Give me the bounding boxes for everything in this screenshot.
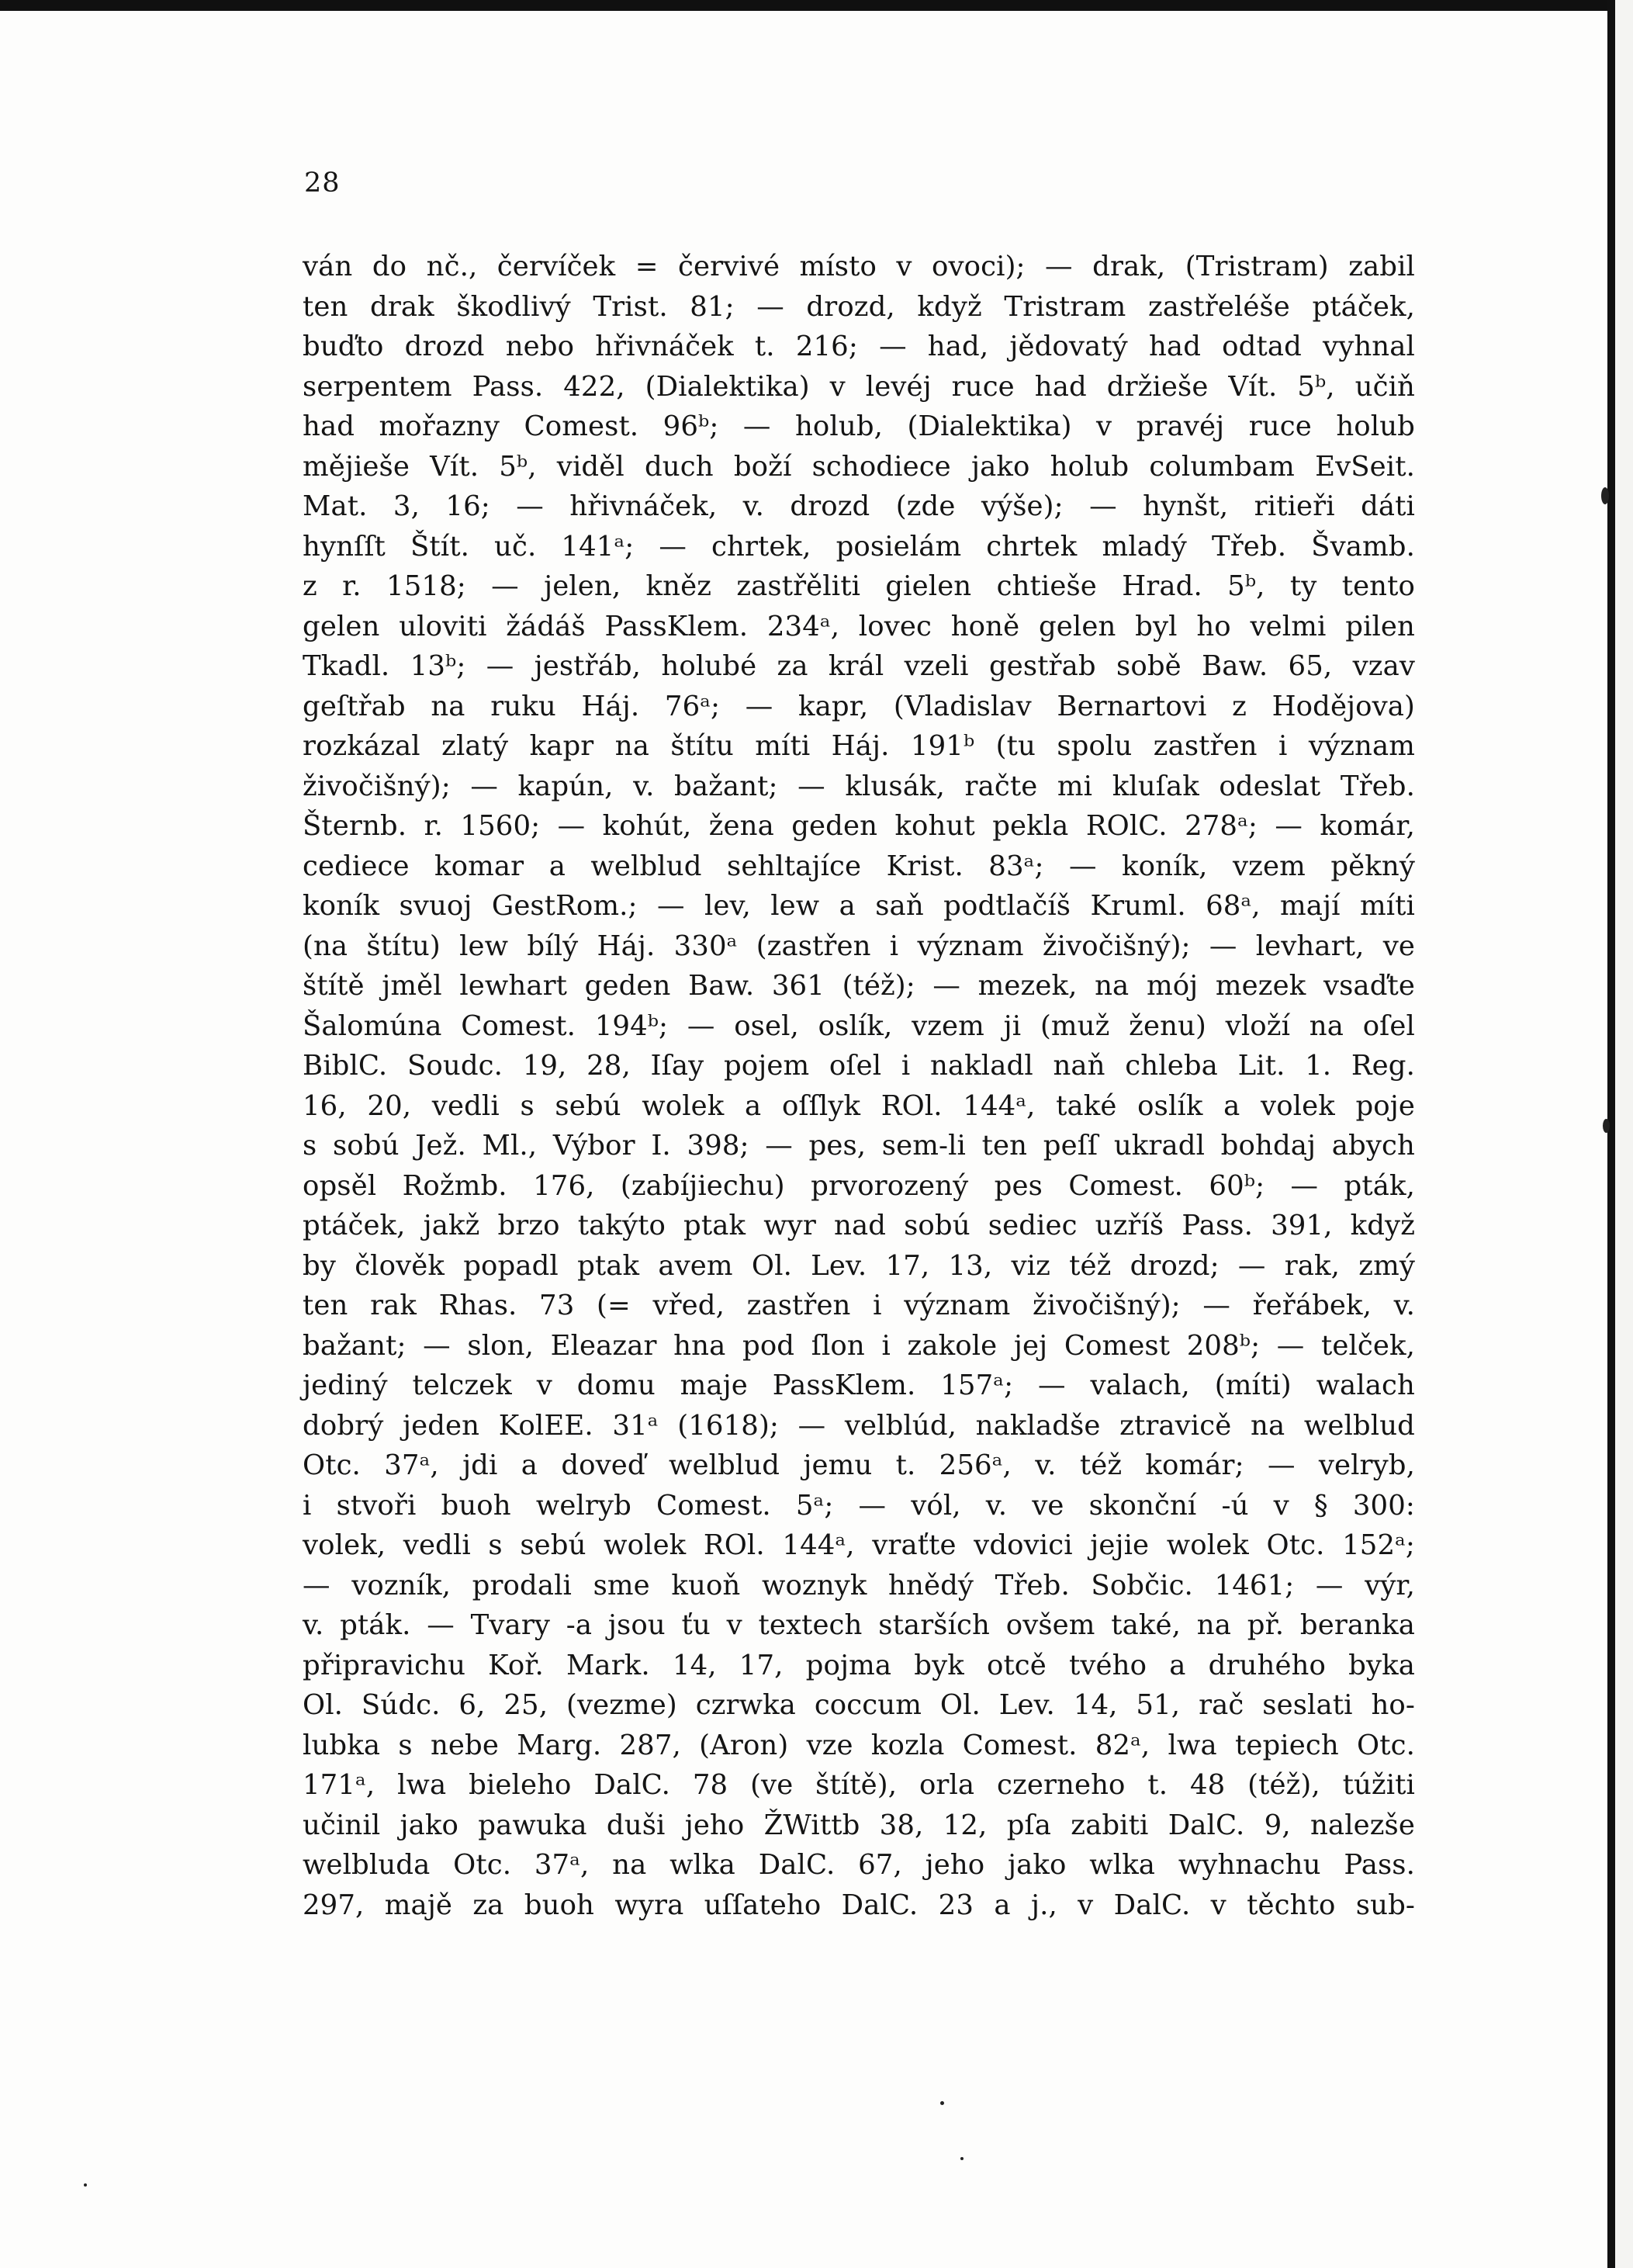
text-line: buďto drozd nebo hřivnáček t. 216; — had, jědovatý had odtad vyhnal xyxy=(303,331,1415,362)
text-line: bažant; — slon, Eleazar hna pod ſlon i zakole jej Comest 208ᵇ; — telček, xyxy=(303,1329,1415,1362)
text-line: ten drak škodlivý Trist. 81; — drozd, když Tristram zastřeléše ptáček, xyxy=(303,290,1415,323)
text-line: s sobú Jež. Ml., Výbor I. 398; — pes, sem-li ten peſſ ukradl bohdaj abych xyxy=(303,1130,1415,1162)
text-line: serpentem Pass. 422, (Dialektika) v levéj ruce had držieše Vít. 5ᵇ, učiň xyxy=(303,370,1415,403)
text-line: Ol. Súdc. 6, 25, (vezme) czrwka coccum Ol. Lev. 14, 51, rač seslati ho- xyxy=(303,1689,1415,1721)
text-line: cediece komar a welblud sehltajíce Krist. 83ᵃ; — koník, vzem pěkný xyxy=(303,850,1415,882)
text-line: Šternb. r. 1560; — kohút, žena geden kohut pekla ROlC. 278ᵃ; — komár, xyxy=(303,810,1415,842)
text-line: Šalomúna Comest. 194ᵇ; — osel, oslík, vzem ji (muž ženu) vloží na oſel xyxy=(303,1009,1415,1042)
text-line: z r. 1518; — jelen, kněz zastřěliti gielen chtieše Hrad. 5ᵇ, ty tento xyxy=(303,570,1415,602)
text-line: 16, 20, vedli s sebú wolek a oſſlyk ROl. 144ᵃ, také oslík a volek poje xyxy=(303,1089,1415,1122)
text-line: ptáček, jakž brzo takýto ptak wyr nad sobú sediec uzříš Pass. 391, když xyxy=(303,1210,1415,1241)
text-line: by člověk popadl ptak avem Ol. Lev. 17, 13, viz též drozd; — rak, zmý xyxy=(303,1249,1415,1282)
text-line: — vozník, prodali sme kuoň woznyk hnědý Třeb. Sobčic. 1461; — výr, xyxy=(303,1569,1415,1601)
scan-speck xyxy=(940,2101,944,2105)
text-line: v. pták. — Tvary -a jsou ťu v textech starších ovšem také, na př. beranka xyxy=(303,1609,1415,1641)
text-line: jediný telczek v domu maje PassKlem. 157ᵃ; — valach, (míti) walach xyxy=(303,1369,1415,1401)
text-line: BiblC. Soudc. 19, 28, Iſay pojem oſel i nakladl naň chleba Lit. 1. Reg. xyxy=(303,1050,1415,1082)
scan-margin-right xyxy=(1615,0,1633,2268)
text-line: (na štítu) lew bílý Háj. 330ᵃ (zastřen i význam živočišný); — levhart, ve xyxy=(303,930,1415,962)
text-line: i stvoři buoh welryb Comest. 5ᵃ; — vól, v. ve skonční -ú v § 300: xyxy=(303,1489,1415,1522)
text-line: hynſſt Štít. uč. 141ᵃ; — chrtek, posielám chrtek mladý Třeb. Švamb. xyxy=(303,530,1415,563)
body-text xyxy=(303,247,1415,1925)
text-line: Mat. 3, 16; — hřivnáček, v. drozd (zde výše); — hynšt, ritieři dáti xyxy=(303,490,1415,522)
page-number: 28 xyxy=(304,168,341,199)
text-line: Otc. 37ᵃ, jdi a doveď welblud jemu t. 256ᵃ, v. též komár; — velryb, xyxy=(303,1449,1415,1481)
text-line: koník svuoj GestRom.; — lev, lew a saň podtlačíš Kruml. 68ᵃ, mají míti xyxy=(303,890,1415,922)
text-line: ván do nč., červíček = červivé místo v ovoci); — drak, (Tristram) zabil xyxy=(303,251,1415,282)
scan-speck xyxy=(960,2157,964,2160)
text-line: učinil jako pawuka duši jeho ŽWittb 38, 12, pſa zabiti DalC. 9, nalezše xyxy=(303,1809,1415,1841)
text-line: lubka s nebe Marg. 287, (Aron) vze kozla Comest. 82ᵃ, lwa tepiech Otc. xyxy=(303,1729,1415,1761)
text-line: připravichu Koř. Mark. 14, 17, pojma byk otcě tvého a druhého byka xyxy=(303,1649,1415,1681)
scan-border-right xyxy=(1607,0,1615,2268)
text-line: 297, majě za buoh wyra uſſateho DalC. 23 a j., v DalC. v těchto sub- xyxy=(303,1889,1415,1921)
text-line: welbluda Otc. 37ᵃ, na wlka DalC. 67, jeho jako wlka wyhnachu Pass. xyxy=(303,1849,1415,1881)
scan-speck xyxy=(84,2183,87,2187)
text-line: 171ᵃ, lwa bieleho DalC. 78 (ve štítě), orla czerneho t. 48 (též), túžiti xyxy=(303,1769,1415,1801)
text-line: štítě jměl lewhart geden Baw. 361 (též); — mezek, na mój mezek vsaďte xyxy=(303,970,1415,1002)
text-line: živočišný); — kapún, v. bažant; — klusák, račte mi kluſak odeslat Třeb. xyxy=(303,770,1415,802)
text-line: opsěl Rožmb. 176, (zabíjiechu) prvorozený pes Comest. 60ᵇ; — pták, xyxy=(303,1169,1415,1202)
text-line: rozkázal zlatý kapr na štítu míti Háj. 191ᵇ (tu spolu zastřen i význam xyxy=(303,730,1415,762)
text-line: geſtřab na ruku Háj. 76ᵃ; — kapr, (Vladislav Bernartovi z Hodějova) xyxy=(303,690,1415,722)
scan-speck xyxy=(1601,487,1609,504)
text-line: gelen uloviti žádáš PassKlem. 234ᵃ, lovec honě gelen byl ho velmi pilen xyxy=(303,610,1415,642)
scan-border-top xyxy=(0,0,1614,11)
text-line: ten rak Rhas. 73 (= vřed, zastřen i význam živočišný); — řeřábek, v. xyxy=(303,1290,1415,1321)
text-line: had mořazny Comest. 96ᵇ; — holub, (Dialektika) v pravéj ruce holub xyxy=(303,410,1415,442)
text-line: mějieše Vít. 5ᵇ, viděl duch boží schodiece jako holub columbam EvSeit. xyxy=(303,450,1415,483)
text-line: dobrý jeden KolEE. 31ᵃ (1618); — velblúd, nakladše ztravicě na welblud xyxy=(303,1409,1415,1442)
text-line: Tkadl. 13ᵇ; — jestřáb, holubé za král vzeli gestřab sobě Baw. 65, vzav xyxy=(303,650,1415,682)
scan-speck xyxy=(1603,1119,1610,1133)
text-line: volek, vedli s sebú wolek ROl. 144ᵃ, vraťte vdovici jejie wolek Otc. 152ᵃ; xyxy=(303,1529,1415,1561)
